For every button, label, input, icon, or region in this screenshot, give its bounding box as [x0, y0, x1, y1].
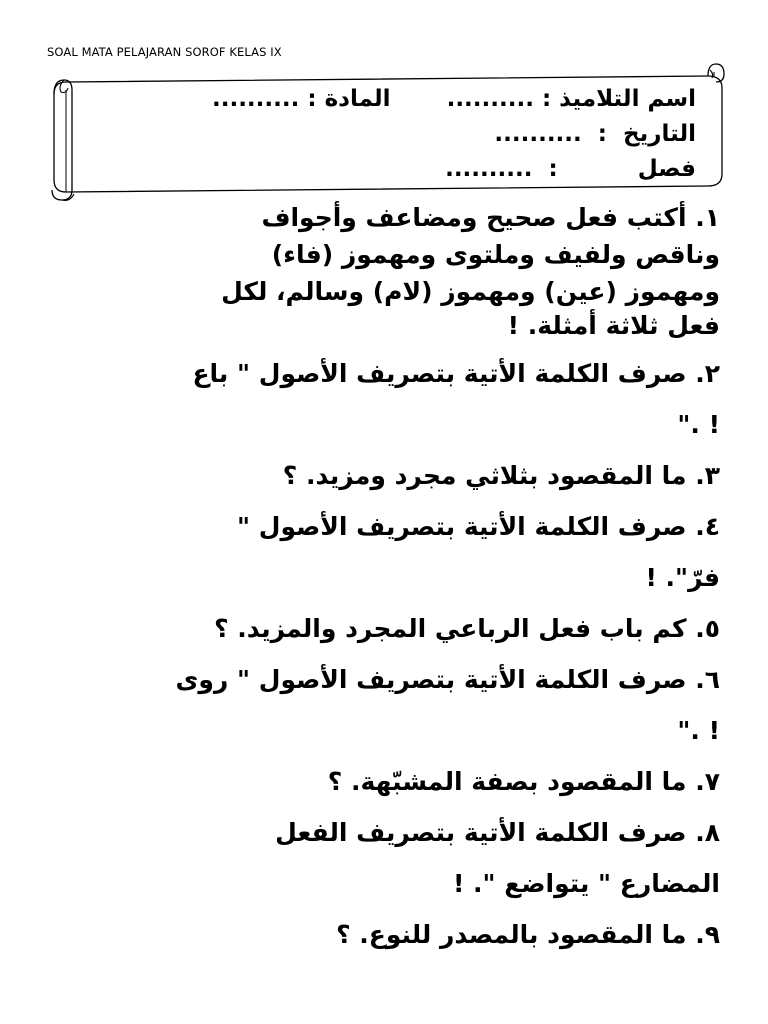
question-4-line-2: فرّ". ! — [645, 563, 720, 592]
question-2-line-2: ". ! — [677, 410, 720, 439]
question-6-line-1: ٦. صرف الكلمة الأتية بتصريف الأصول " روى — [175, 665, 720, 694]
question-8-line-2: المضارع " يتواضع ". ! — [452, 869, 720, 898]
question-1-line-2: وناقص ولفيف وملتوى ومهموز (فاء) — [271, 240, 720, 269]
question-3-line-1: ٣. ما المقصود بثلاثي مجرد ومزيد. ؟ — [282, 461, 720, 490]
question-9-line-1: ٩. ما المقصود بالمصدر للنوع. ؟ — [336, 920, 720, 949]
student-name-subject-line: اسم التلاميذ : .......... المادة : .......... — [211, 86, 696, 112]
question-7-line-1: ٧. ما المقصود بصفة المشبّهة. ؟ — [327, 767, 720, 796]
document-title: SOAL MATA PELAJARAN SOROF KELAS IX — [47, 45, 282, 59]
question-1-line-1: ١. أكتب فعل صحيح ومضاعف وأجواف — [261, 203, 720, 232]
question-1-line-4: فعل ثلاثة أمثلة. ! — [507, 311, 720, 340]
question-8-line-1: ٨. صرف الكلمة الأتية بتصريف الفعل — [275, 818, 720, 847]
question-2-line-1: ٢. صرف الكلمة الأتية بتصريف الأصول " باع — [192, 359, 720, 388]
question-1-line-3: ومهموز (عين) ومهموز (لام) وسالم، لكل — [221, 277, 720, 306]
question-4-line-1: ٤. صرف الكلمة الأتية بتصريف الأصول " — [237, 512, 720, 541]
question-6-line-2: ". ! — [677, 716, 720, 745]
class-line: فصل : .......... — [445, 156, 696, 182]
date-line: التاريخ : .......... — [494, 121, 696, 147]
question-5-line-1: ٥. كم باب فعل الرباعي المجرد والمزيد. ؟ — [214, 614, 720, 643]
